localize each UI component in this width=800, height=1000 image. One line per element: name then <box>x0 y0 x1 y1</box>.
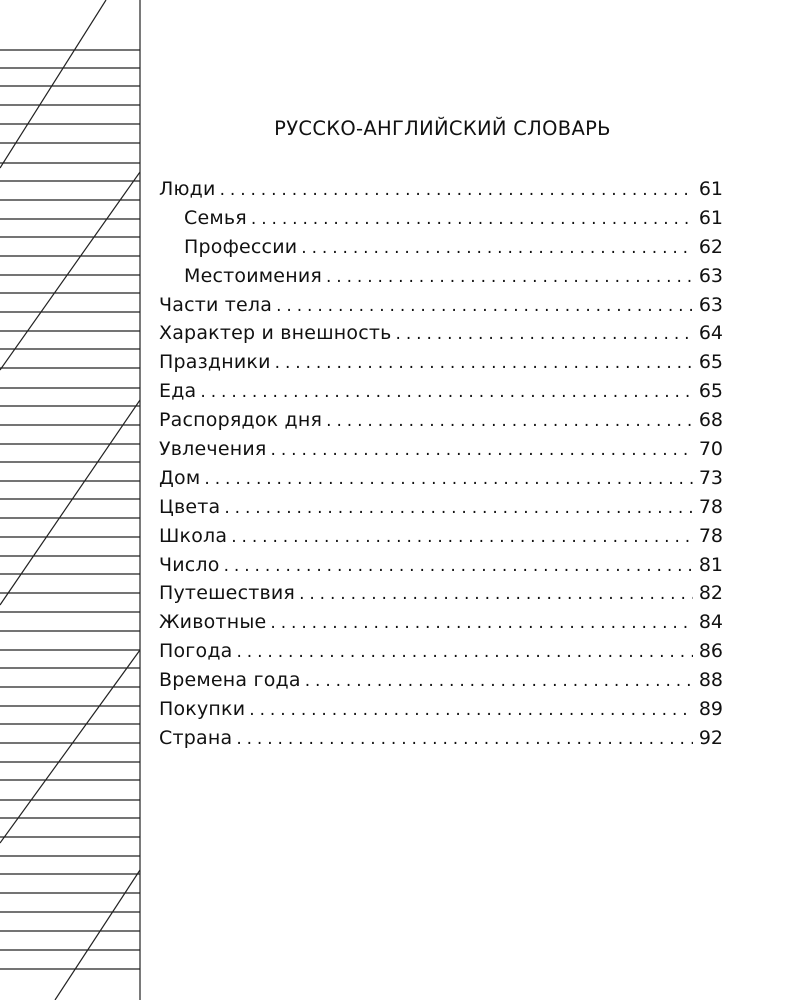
toc-entry[interactable] <box>159 377 723 406</box>
toc-entry[interactable] <box>159 637 723 666</box>
toc-entry-label: Части тела <box>159 293 273 316</box>
dot-leader <box>270 609 692 638</box>
toc-entry[interactable] <box>159 319 723 348</box>
toc-entry-label: Страна <box>159 726 233 749</box>
toc-entry-label: Дом <box>159 466 201 489</box>
toc-entry-label: Времена года <box>159 669 301 692</box>
dot-leader <box>224 552 693 581</box>
dot-leader <box>200 378 692 407</box>
handwriting-margin-lines <box>0 0 142 1000</box>
toc-entry-label: Профессии <box>184 235 298 258</box>
toc-entry[interactable] <box>159 695 723 724</box>
toc-entry[interactable] <box>159 579 723 608</box>
toc-entry[interactable] <box>159 724 723 753</box>
toc-entry-page: 65 <box>698 380 723 403</box>
toc-entry-label: Школа <box>159 524 228 547</box>
toc-entry-page: 63 <box>698 293 723 316</box>
toc-entry[interactable] <box>159 522 723 551</box>
toc-entry-page: 68 <box>698 409 723 432</box>
toc-entry-label: Увлечения <box>159 438 267 461</box>
dot-leader <box>251 205 693 234</box>
toc-entry-page: 86 <box>698 640 723 663</box>
dot-leader <box>237 638 693 667</box>
toc-entry-page: 63 <box>698 264 723 287</box>
dot-leader <box>220 176 693 205</box>
toc-entry-label: Семья <box>184 206 247 229</box>
toc-entry-page: 92 <box>698 726 723 749</box>
toc-entry-label: Погода <box>159 640 233 663</box>
toc-entry-page: 64 <box>698 322 723 345</box>
toc-entry-page: 61 <box>698 178 723 200</box>
dot-leader <box>326 263 693 292</box>
dot-leader <box>224 494 692 523</box>
dot-leader <box>326 407 693 436</box>
toc-entry-label: Покупки <box>159 698 246 721</box>
dot-leader <box>204 465 692 494</box>
toc-entry-label: Распорядок дня <box>159 409 323 432</box>
toc-entry[interactable] <box>159 464 723 493</box>
dot-leader <box>396 320 693 349</box>
toc-entry[interactable] <box>159 348 723 377</box>
toc-entry-label: Цвета <box>159 495 221 518</box>
toc-entry-page: 88 <box>698 669 723 692</box>
dot-leader <box>301 234 693 263</box>
table-of-contents <box>159 175 723 753</box>
dot-leader <box>236 725 693 754</box>
toc-entry-label: Путешествия <box>159 582 296 605</box>
toc-entry[interactable] <box>159 204 723 233</box>
toc-entry-label: Люди <box>159 178 216 200</box>
toc-entry-page: 73 <box>698 466 723 489</box>
toc-entry-page: 82 <box>698 582 723 605</box>
toc-entry[interactable] <box>159 435 723 464</box>
dot-leader <box>271 436 693 465</box>
page-title: РУССКО-АНГЛИЙСКИЙ СЛОВАРЬ <box>274 117 611 140</box>
toc-entry[interactable] <box>159 493 723 522</box>
toc-entry[interactable] <box>159 175 723 204</box>
toc-entry-page: 78 <box>698 495 723 518</box>
toc-entry-page: 65 <box>698 351 723 374</box>
toc-entry-label: Число <box>159 553 220 576</box>
dot-leader <box>299 580 693 609</box>
toc-entry-label: Местоимения <box>184 264 322 287</box>
toc-entry-page: 81 <box>698 553 723 576</box>
toc-entry[interactable] <box>159 406 723 435</box>
toc-entry-label: Еда <box>159 380 197 403</box>
dot-leader <box>249 696 693 725</box>
toc-entry[interactable] <box>159 551 723 580</box>
toc-entry[interactable] <box>159 608 723 637</box>
dot-leader <box>305 667 693 696</box>
toc-entry[interactable] <box>159 291 723 320</box>
toc-entry-label: Животные <box>159 611 267 634</box>
toc-entry-page: 62 <box>698 235 723 258</box>
toc-entry[interactable] <box>159 262 723 291</box>
toc-entry[interactable] <box>159 233 723 262</box>
toc-entry-page: 89 <box>698 698 723 721</box>
toc-entry-page: 78 <box>698 524 723 547</box>
toc-entry-page: 70 <box>698 438 723 461</box>
dot-leader <box>231 523 693 552</box>
toc-entry-page: 61 <box>698 206 723 229</box>
toc-entry-page: 84 <box>698 611 723 634</box>
toc-entry[interactable] <box>159 666 723 695</box>
toc-entry-label: Праздники <box>159 351 271 374</box>
toc-entry-label: Характер и внешность <box>159 322 392 345</box>
dot-leader <box>275 349 693 378</box>
dot-leader <box>276 292 693 321</box>
